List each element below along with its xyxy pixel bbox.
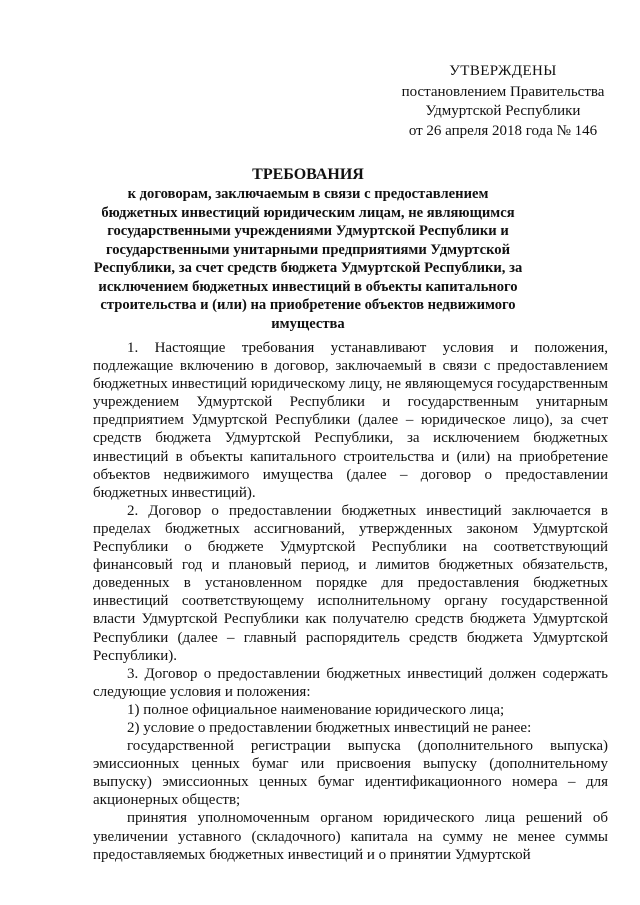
approval-title: УТВЕРЖДЕНЫ: [449, 63, 557, 79]
approval-line-1: постановлением Правительства: [401, 83, 605, 100]
document-title: ТРЕБОВАНИЯ: [252, 166, 364, 183]
approval-line-2: Удмуртской Республики: [425, 103, 581, 119]
paragraph-1: 1. Настоящие требования устанавливают условия и положения, подлежащие включению в договор, заключаемый в связи с предоставлением бюджетных инвестиций юридическому лицу, не являющемуся государственным учреждением Удмуртской Республики и государственным унитарным предприятием Удмуртской Республики (далее – юридическое лицо), за счет средств бюджета Удмуртской Республики, за исключением бюджетных инвестиций в объекты капитального строительства и (или) на приобретение объектов недвижимого имущества (далее – договор о предоставлении бюджетных инвестиций).: [93, 340, 608, 501]
paragraph-3-item-1: 1) полное официальное наименование юридического лица;: [127, 701, 505, 718]
document-heading: [88, 165, 528, 333]
paragraph-3-item-2-b: принятия уполномоченным органом юридического лица решений об увеличении уставного (складочного) капитала на сумму не менее суммы предоставляемых бюджетных инвестиций и о принятии Удмуртской: [93, 810, 608, 863]
document-subtitle: к договорам, заключаемым в связи с предоставлением бюджетных инвестиций юридическим лицам, не являющимся государственными учреждениями Удмуртской Республики и государственными унитарными предприятиями Удмуртской Республики, за счет средств бюджета Удмуртской Республики, за исключением бюджетных инвестиций в объекты капитального строительства и (или) на приобретение объектов недвижимого имущества: [93, 186, 523, 332]
paragraph-2: 2. Договор о предоставлении бюджетных инвестиций заключается в пределах бюджетных ассигнований, утвержденных законом Удмуртской Республики о бюджете Удмуртской Республики на соответствующий финансовый год и плановый период, и лимитов бюджетных обязательств, доведенных в установленном порядке для предоставления бюджетных инвестиций соответствующему исполнительному органу государственной власти Удмуртской Республики как получателю средств бюджета Удмуртской Республики (далее – главный распорядитель средств бюджета Удмуртской Республики).: [93, 502, 608, 664]
approval-line-3: от 26 апреля 2018 года № 146: [408, 122, 598, 139]
paragraph-3-item-2: 2) условие о предоставлении бюджетных инвестиций не ранее:: [127, 719, 532, 736]
paragraph-3-item-2-a: государственной регистрации выпуска (дополнительного выпуска) эмиссионных ценных бумаг или присвоения выпуску (дополнительному выпуску) эмиссионных ценных бумаг идентификационного номера – для акционерных обществ;: [93, 738, 608, 809]
paragraph-3: 3. Договор о предоставлении бюджетных инвестиций должен содержать следующие условия и положения:: [93, 665, 608, 700]
document-body: [93, 339, 608, 864]
approval-block: [388, 62, 618, 141]
